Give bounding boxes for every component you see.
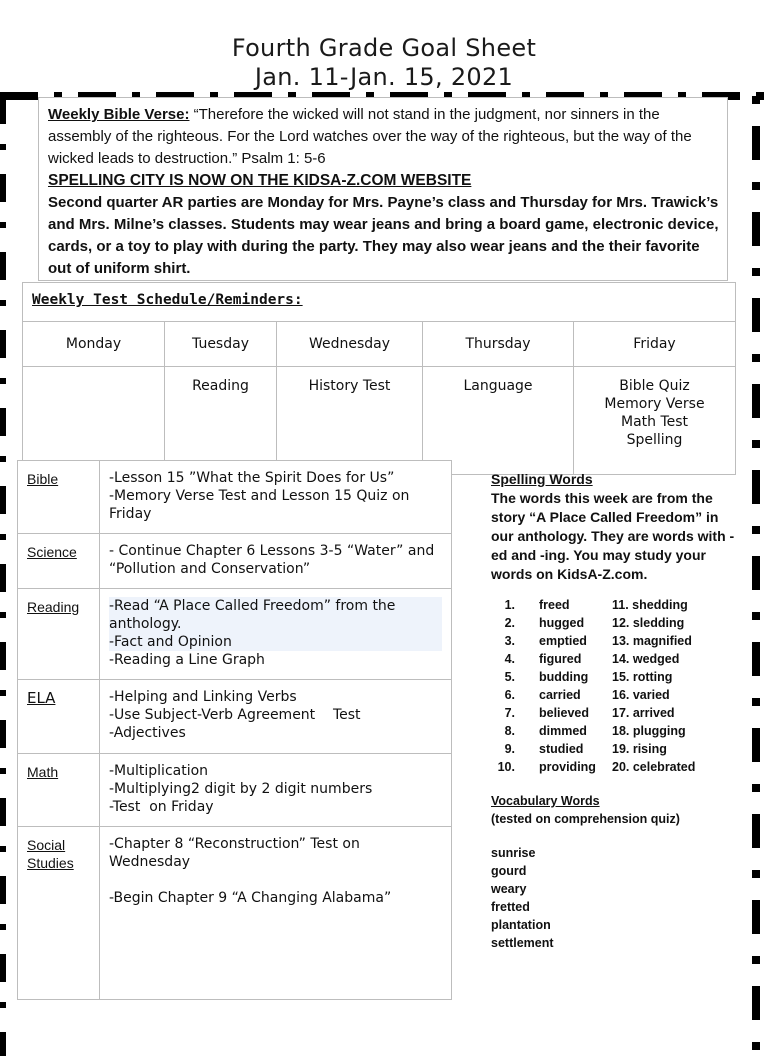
spelling-word-list — [491, 596, 741, 776]
test-item: Spelling — [626, 432, 683, 448]
spelling-word: 13. magnified — [612, 634, 692, 648]
date-range: Jan. 11-Jan. 15, 2021 — [254, 63, 514, 91]
ar-party-announcement: Second quarter AR parties are Monday for Mrs. Payne’s class and Thursday for Mrs. Trawick’s and Mrs. Milne’s classes. Students may wear jeans and bring a board game, electronic device, cards, or a toy to play with during the party. They may also wear jeans and the their favorite out of uniform shirt. — [48, 194, 719, 277]
item-number: 6. — [504, 688, 515, 702]
spelling-word: figured — [539, 652, 582, 666]
detail-line: -Multiplication — [109, 763, 209, 779]
subject-details — [100, 534, 452, 589]
subject-label: Bible — [27, 471, 59, 487]
spelling-word: dimmed — [539, 724, 587, 738]
vocabulary-heading: Vocabulary Words — [491, 794, 600, 808]
list-item — [491, 650, 741, 668]
spelling-word: 20. celebrated — [612, 760, 696, 774]
subject-details — [100, 827, 452, 1000]
spelling-word: hugged — [539, 616, 585, 630]
test-item: Bible Quiz — [619, 378, 690, 394]
subject-row-bible — [18, 461, 452, 534]
list-item — [491, 740, 741, 758]
test-item: History Test — [308, 378, 391, 394]
spelling-word: 18. plugging — [612, 724, 686, 738]
day-header: Monday — [23, 322, 165, 367]
spelling-word: studied — [539, 742, 584, 756]
spelling-word: carried — [539, 688, 581, 702]
spelling-word: 17. arrived — [612, 706, 675, 720]
test-schedule-caption: Weekly Test Schedule/Reminders: — [23, 283, 736, 322]
subject-name — [18, 589, 100, 680]
detail-line: -Adjectives — [109, 725, 186, 741]
title-text: Fourth Grade Goal Sheet — [231, 34, 537, 62]
tests-friday — [574, 367, 736, 475]
item-number: 3. — [504, 634, 515, 648]
list-item — [491, 758, 741, 776]
subject-label: Science — [27, 544, 77, 560]
detail-line: -Use Subject-Verb Agreement Test — [109, 707, 361, 723]
subject-row-reading — [18, 589, 452, 680]
detail-line: -Memory Verse Test and Lesson 15 Quiz on Friday — [109, 488, 414, 522]
subjects-table — [17, 460, 452, 1000]
tests-tuesday — [165, 367, 277, 475]
spelling-word: 19. rising — [612, 742, 667, 756]
subject-name — [18, 534, 100, 589]
bible-verse-label: Weekly Bible Verse: — [48, 106, 190, 123]
detail-line: -Chapter 8 “Reconstruction” Test on Wednesday — [109, 836, 365, 870]
bible-verse-text: “Therefore the wicked will not stand in the judgment, nor sinners in the assembly of the righteous. For the Lord watches over the way of the righteous, but the way of the wicked leads to destruction.” Psalm 1: 5-6 — [48, 106, 692, 167]
subject-row-science — [18, 534, 452, 589]
list-item — [491, 686, 741, 704]
weekday-row — [23, 322, 736, 367]
item-number: 8. — [504, 724, 515, 738]
test-item: Language — [463, 378, 533, 394]
item-number: 1. — [504, 598, 515, 612]
subject-details — [100, 680, 452, 754]
list-item — [491, 704, 741, 722]
vocabulary-note: (tested on comprehension quiz) — [491, 812, 680, 826]
vocabulary-word: gourd — [491, 864, 527, 878]
list-item — [491, 596, 741, 614]
spelling-section — [491, 470, 741, 952]
subject-label: Reading — [27, 599, 80, 615]
detail-line: -Begin Chapter 9 “A Changing Alabama” — [109, 890, 392, 906]
day-header: Friday — [574, 322, 736, 367]
subject-details — [100, 754, 452, 827]
subject-details — [100, 589, 452, 680]
spelling-word: 12. sledding — [612, 616, 685, 630]
vocabulary-word: fretted — [491, 900, 530, 914]
subject-details — [100, 461, 452, 534]
detail-line: -Helping and Linking Verbs — [109, 689, 297, 705]
test-item: Math Test — [620, 414, 689, 430]
detail-line: - Continue Chapter 6 Lessons 3-5 “Water” and “Pollution and Conservation” — [109, 543, 439, 577]
spelling-word: freed — [539, 598, 570, 612]
list-item — [491, 668, 741, 686]
subject-name — [18, 461, 100, 534]
item-number: 7. — [504, 706, 515, 720]
spelling-word: believed — [539, 706, 590, 720]
day-header: Thursday — [423, 322, 574, 367]
spelling-city-notice: SPELLING CITY IS NOW ON THE KIDSA-Z.COM WEBSITE — [48, 172, 472, 189]
spelling-word: budding — [539, 670, 589, 684]
test-item: Reading — [192, 378, 249, 394]
item-number: 2. — [504, 616, 515, 630]
test-schedule-table — [22, 282, 736, 475]
detail-line: -Fact and Opinion — [109, 633, 442, 651]
item-number: 9. — [504, 742, 515, 756]
page-title — [0, 34, 768, 92]
detail-line: -Multiplying2 digit by 2 digit numbers — [109, 781, 373, 797]
vocabulary-word-list — [491, 844, 741, 952]
list-item — [491, 722, 741, 740]
spelling-word: 15. rotting — [612, 670, 673, 684]
vocabulary-section — [491, 792, 741, 952]
list-item — [491, 632, 741, 650]
subject-name — [18, 754, 100, 827]
detail-line: -Lesson 15 ”What the Spirit Does for Us” — [109, 470, 395, 486]
spelling-word: 11. shedding — [612, 598, 688, 612]
subject-row-social-studies — [18, 827, 452, 1000]
tests-row — [23, 367, 736, 475]
day-header: Wednesday — [277, 322, 423, 367]
subject-label: ELA — [27, 689, 56, 707]
spelling-word: emptied — [539, 634, 587, 648]
list-item — [491, 614, 741, 632]
tests-monday — [23, 367, 165, 475]
spelling-word: 14. wedged — [612, 652, 680, 666]
vocabulary-word: settlement — [491, 936, 554, 950]
item-number: 10. — [497, 760, 515, 774]
subject-row-ela — [18, 680, 452, 754]
vocabulary-word: plantation — [491, 918, 551, 932]
vocabulary-word: sunrise — [491, 846, 536, 860]
test-item: Memory Verse — [604, 396, 705, 412]
tests-thursday — [423, 367, 574, 475]
spelling-heading: Spelling Words — [491, 471, 593, 487]
tests-wednesday — [277, 367, 423, 475]
day-header: Tuesday — [165, 322, 277, 367]
item-number: 5. — [504, 670, 515, 684]
dashed-border-right — [752, 96, 760, 1056]
dashed-border-left — [0, 96, 6, 1056]
detail-spacer — [109, 871, 442, 889]
verse-announcement-box — [38, 97, 728, 281]
detail-line: -Reading a Line Graph — [109, 652, 265, 668]
spelling-word: 16. varied — [612, 688, 670, 702]
detail-line: -Test on Friday — [109, 799, 214, 815]
subject-name — [18, 827, 100, 1000]
subject-name — [18, 680, 100, 754]
vocabulary-word: weary — [491, 882, 527, 896]
spelling-intro: The words this week are from the story “A Place Called Freedom” in our anthology. They are words with -ed and -ing. You may study your words on KidsA-Z.com. — [491, 490, 735, 582]
item-number: 4. — [504, 652, 515, 666]
subject-label: Math — [27, 764, 59, 780]
bible-verse — [48, 104, 719, 170]
detail-line: -Read “A Place Called Freedom” from the anthology. — [109, 597, 442, 633]
subject-label: Social — [27, 837, 66, 853]
spelling-word: providing — [539, 760, 596, 774]
subject-label: Studies — [27, 855, 74, 871]
subject-row-math — [18, 754, 452, 827]
